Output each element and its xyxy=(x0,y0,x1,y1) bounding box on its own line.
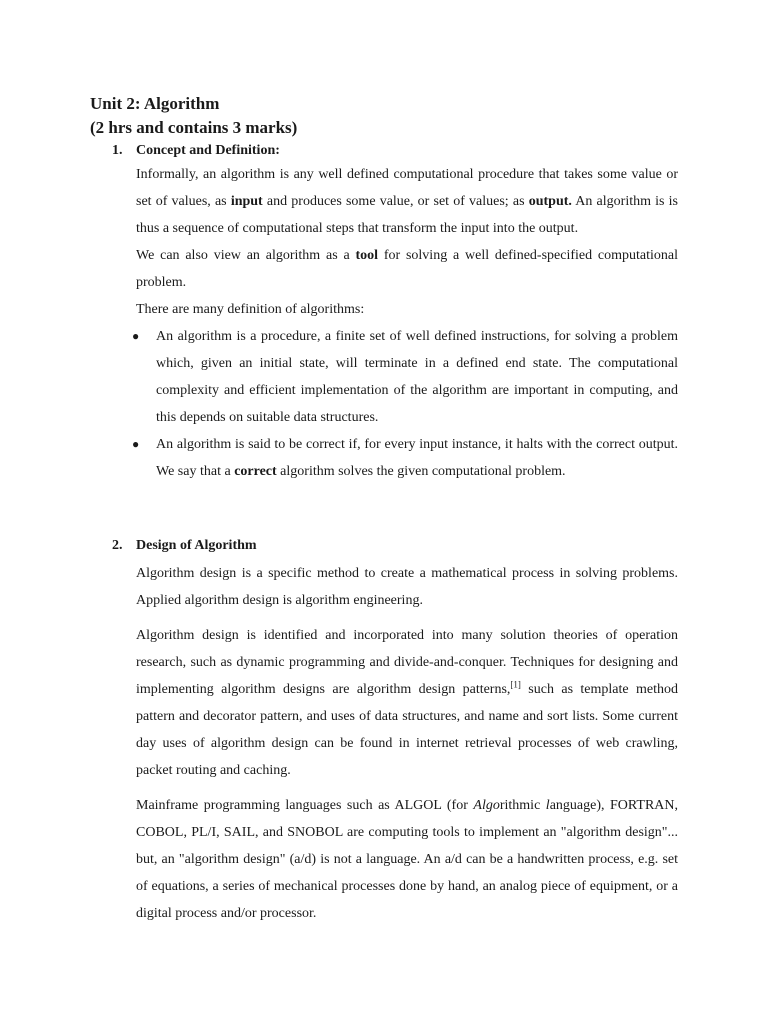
section-concept-definition xyxy=(112,142,678,485)
section-heading xyxy=(112,142,678,160)
bold-term-tool: tool xyxy=(355,248,379,263)
paragraph xyxy=(136,622,678,784)
document-title: Unit 2: Algorithm xyxy=(90,94,220,113)
paragraph xyxy=(136,161,678,242)
bold-term-correct: correct xyxy=(234,464,277,479)
text-run: and produces some value, or set of values; as xyxy=(262,194,529,209)
text-run: rithmic xyxy=(499,798,546,813)
list-item xyxy=(132,323,678,431)
text-run: Mainframe programming languages such as ALGOL (for xyxy=(136,798,474,813)
text-run: An algorithm is a procedure, a finite set of well defined instructions, for solving a problem which, given an initial state, will terminate in a defined end state. The computational complexity and efficient implementation of the algorithm are important in computing, and this depends on suitable data structures. xyxy=(156,329,678,425)
text-run: anguage), FORTRAN, COBOL, PL/I, SAIL, and SNOBOL are computing tools to implement an "algorithm design"... but, an "algorithm design" (a/d) is not a language. An a/d can be a handwritten process, e.g. set of equations, a series of mechanical processes done by hand, an analog piece of equipment, or a digital process and/or processor. xyxy=(136,798,679,921)
title-block xyxy=(90,92,690,140)
citation-superscript: [1] xyxy=(510,679,521,690)
definition-list xyxy=(112,323,678,485)
text-run: An algorithm is is thus a sequence of computational steps that transform the input into the output. xyxy=(136,194,678,236)
paragraph: Algorithm design is a specific method to create a mathematical process in solving problems. Applied algorithm design is algorithm engineering. xyxy=(136,566,678,608)
bold-term-input: input xyxy=(230,194,263,209)
document-subtitle: (2 hrs and contains 3 marks) xyxy=(90,118,298,137)
bullet-icon: ● xyxy=(132,437,140,451)
italic-run: Algo xyxy=(473,798,500,813)
section-number: 2. xyxy=(112,538,123,553)
text-run: for solving a well defined-specified computational problem. xyxy=(136,248,678,290)
section-body xyxy=(136,560,678,927)
italic-run: l xyxy=(545,798,550,813)
text-run: Informally, an algorithm is any well defined computational procedure that takes some value or set of values, as xyxy=(136,167,678,209)
paragraph xyxy=(136,242,678,296)
section-body xyxy=(136,161,678,323)
bullet-icon: ● xyxy=(132,329,140,343)
section-design-of-algorithm xyxy=(112,537,678,927)
text-run: algorithm solves the given computational problem. xyxy=(276,464,566,479)
section-title: Concept and Definition: xyxy=(136,143,280,158)
text-run: An algorithm is said to be correct if, for every input instance, it halts with the correct output. We say that a xyxy=(156,437,678,479)
text-run: We can also view an algorithm as a xyxy=(136,248,356,263)
paragraph xyxy=(136,792,678,927)
section-number: 1. xyxy=(112,143,123,158)
section-heading xyxy=(112,537,678,555)
list-item xyxy=(132,431,678,485)
text-run: Algorithm design is identified and incorporated into many solution theories of operation research, such as dynamic programming and divide-and-conquer. Techniques for designing and implementing algorithm designs are algorithm design patterns, xyxy=(136,628,678,697)
section-title: Design of Algorithm xyxy=(136,538,257,553)
bold-term-output: output. xyxy=(528,194,572,209)
paragraph: There are many definition of algorithms: xyxy=(136,302,365,317)
text-run: such as template method pattern and decorator pattern, and uses of data structures, and name and sort lists. Some current day uses of algorithm design can be found in internet retrieval processes of web crawling, packet routing and caching. xyxy=(136,682,678,778)
